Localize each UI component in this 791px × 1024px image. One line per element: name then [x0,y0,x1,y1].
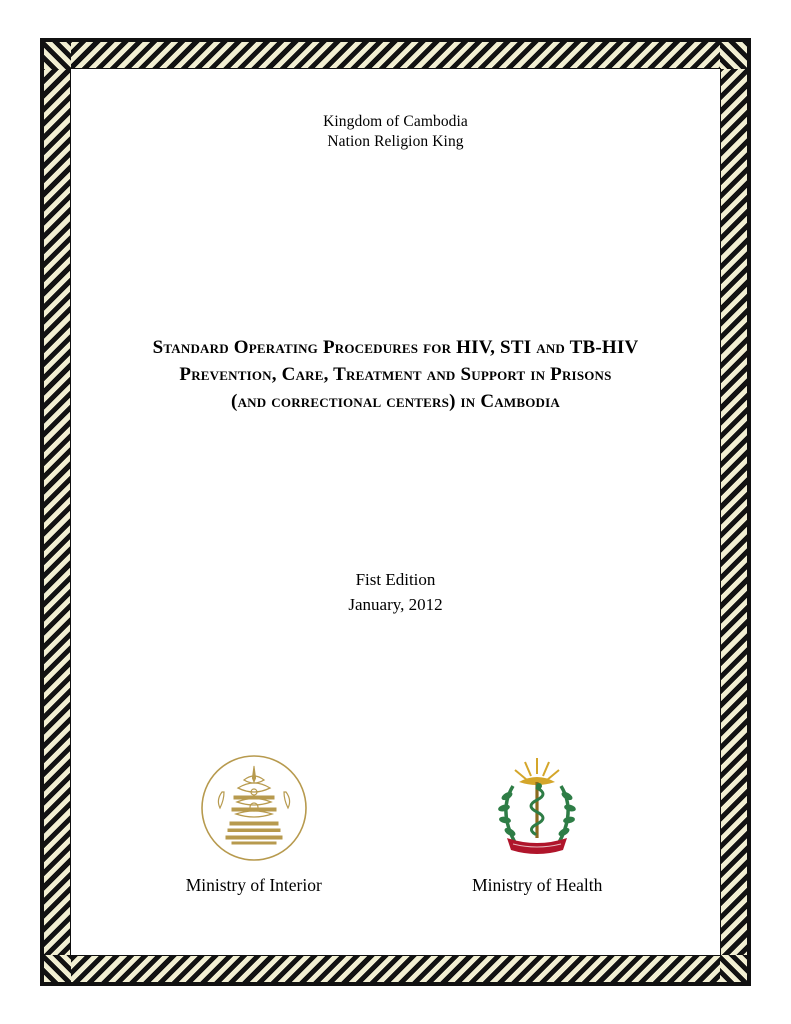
ministry-logos [112,752,679,896]
border-corner-bottom-left [44,955,71,982]
edition-date: January, 2012 [348,595,443,614]
ministry-of-health-label: Ministry of Health [472,875,603,895]
page-title [112,334,679,415]
cover-content [72,70,719,954]
ministry-of-interior-block [124,752,384,896]
page-title-line3: (and correctional centers) in Cambodia [231,391,560,412]
ministry-of-interior-emblem-icon [124,752,384,864]
ministry-of-interior-label: Ministry of Interior [185,875,322,895]
border-corner-bottom-right [720,955,747,982]
ministry-of-health-emblem-icon [407,752,667,864]
border-corner-top-left [44,42,71,69]
kingdom-header-line2: Nation Religion King [327,133,464,150]
border-corner-top-right [720,42,747,69]
kingdom-header [112,112,679,152]
ministry-of-health-block [407,752,667,896]
edition-block [112,567,679,617]
edition-label: Fist Edition [355,570,436,589]
page-title-line1: Standard Operating Procedures for HIV, STI and TB-HIV [152,337,639,358]
page-title-line2: Prevention, Care, Treatment and Support in Prisons [179,364,612,385]
kingdom-header-line1: Kingdom of Cambodia [323,113,468,130]
